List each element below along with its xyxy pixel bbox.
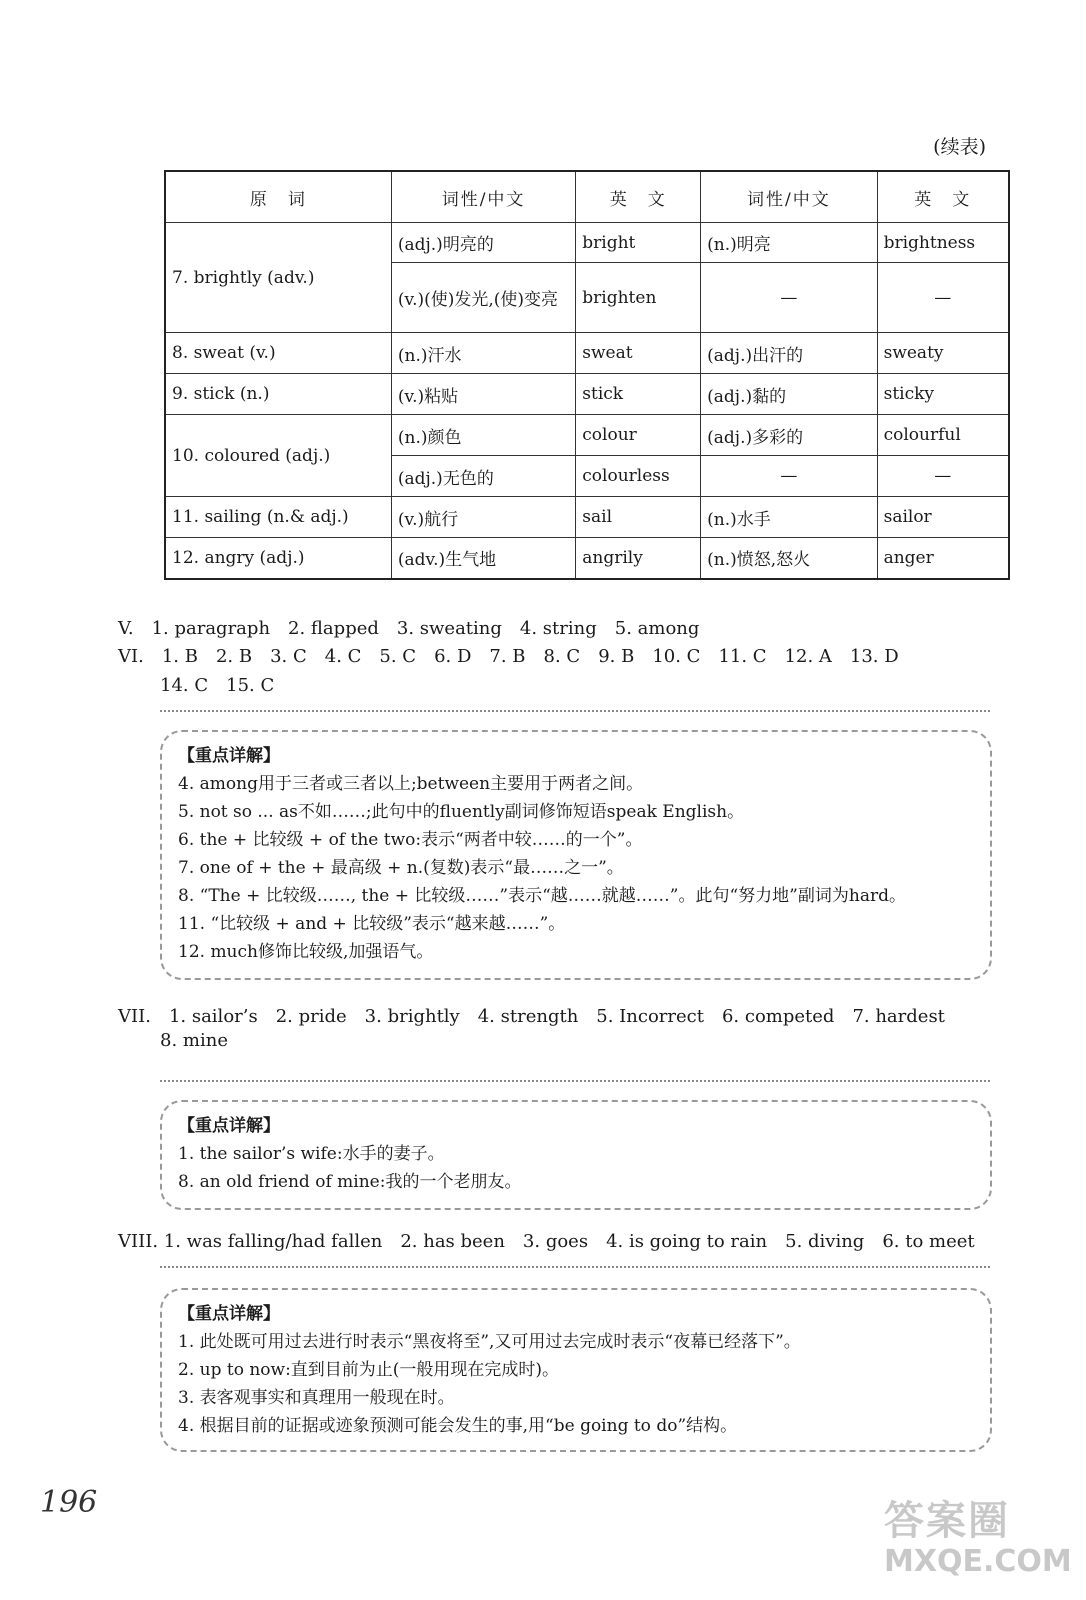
explanation-line: 4. 根据目前的证据或迹象预测可能会发生的事,用“be going to do”结构。: [178, 1416, 738, 1436]
explanation-box-vii: [160, 1100, 992, 1210]
continued-label: (续表): [933, 136, 986, 158]
vocabulary-table: [164, 170, 1010, 580]
pos-chinese-1: (adv.)生气地: [391, 538, 575, 579]
table-header-row: [165, 171, 1009, 223]
english-2: colourful: [877, 415, 1009, 456]
explanation-line: 3. 表客观事实和真理用一般现在时。: [178, 1388, 455, 1408]
divider: [160, 1266, 990, 1268]
explanation-line: 2. up to now:直到目前为止(一般用现在完成时)。: [178, 1360, 560, 1380]
english-2: anger: [877, 538, 1009, 579]
pos-chinese-2: (adj.)出汗的: [701, 333, 877, 374]
table-row: [165, 538, 1009, 579]
original-word: 8. sweat (v.): [165, 333, 391, 374]
english-1: bright: [576, 223, 701, 263]
pos-chinese-1: (v.)(使)发光,(使)变亮: [391, 263, 575, 333]
header-pos-chinese-2: 词性/中文: [701, 171, 877, 223]
pos-chinese-1: (n.)颜色: [391, 415, 575, 456]
divider: [160, 710, 990, 712]
explanation-line: 8. “The + 比较级……, the + 比较级……”表示“越……就越……”。此句“努力地”副词为hard。: [178, 886, 906, 906]
section-vii-answers: VII. 1. sailor’s 2. pride 3. brightly 4. strength 5. Incorrect 6. competed 7. hardest: [118, 1006, 945, 1027]
header-original-word: 原 词: [165, 171, 391, 223]
english-2: sweaty: [877, 333, 1009, 374]
pos-chinese-2: —: [701, 263, 877, 333]
explanation-header: 【重点详解】: [178, 1116, 280, 1136]
english-1: angrily: [576, 538, 701, 579]
original-word: 12. angry (adj.): [165, 538, 391, 579]
section-vi-answers: VI. 1. B 2. B 3. C 4. C 5. C 6. D 7. B 8. C 9. B 10. C 11. C 12. A 13. D: [118, 646, 899, 667]
pos-chinese-1: (v.)粘贴: [391, 374, 575, 415]
pos-chinese-2: —: [701, 456, 877, 497]
explanation-line: 1. 此处既可用过去进行时表示“黑夜将至”,又可用过去完成时表示“夜幕已经落下”。: [178, 1332, 801, 1352]
header-english-1: 英 文: [576, 171, 701, 223]
table-row: [165, 415, 1009, 456]
table-row: [165, 333, 1009, 374]
english-1: colour: [576, 415, 701, 456]
explanation-line: 7. one of + the + 最高级 + n.(复数)表示“最……之一”。: [178, 858, 624, 878]
explanation-line: 6. the + 比较级 + of the two:表示“两者中较……的一个”。: [178, 830, 643, 850]
watermark-logo: [884, 1498, 1074, 1594]
english-2: brightness: [877, 223, 1009, 263]
explanation-header: 【重点详解】: [178, 1304, 280, 1324]
english-1: colourless: [576, 456, 701, 497]
header-english-2: 英 文: [877, 171, 1009, 223]
table-row: [165, 223, 1009, 263]
original-word: 7. brightly (adv.): [165, 223, 391, 333]
pos-chinese-2: (n.)愤怒,怒火: [701, 538, 877, 579]
english-1: stick: [576, 374, 701, 415]
english-1: sweat: [576, 333, 701, 374]
pos-chinese-1: (v.)航行: [391, 497, 575, 538]
original-word: 10. coloured (adj.): [165, 415, 391, 497]
pos-chinese-1: (n.)汗水: [391, 333, 575, 374]
english-2: sticky: [877, 374, 1009, 415]
pos-chinese-1: (adj.)明亮的: [391, 223, 575, 263]
explanation-line: 11. “比较级 + and + 比较级”表示“越来越……”。: [178, 914, 566, 934]
watermark-bottom: MXQE.COM: [884, 1544, 1072, 1579]
pos-chinese-2: (adj.)黏的: [701, 374, 877, 415]
header-pos-chinese-1: 词性/中文: [391, 171, 575, 223]
explanation-line: 1. the sailor’s wife:水手的妻子。: [178, 1144, 445, 1164]
explanation-line: 5. not so ... as不如……;此句中的fluently副词修饰短语speak English。: [178, 802, 745, 822]
table-row: [165, 374, 1009, 415]
section-v-answers: V. 1. paragraph 2. flapped 3. sweating 4. string 5. among: [118, 618, 700, 639]
original-word: 11. sailing (n.& adj.): [165, 497, 391, 538]
explanation-line: 4. among用于三者或三者以上;between主要用于两者之间。: [178, 774, 644, 794]
pos-chinese-2: (n.)水手: [701, 497, 877, 538]
pos-chinese-2: (n.)明亮: [701, 223, 877, 263]
explanation-header: 【重点详解】: [178, 746, 280, 766]
watermark-top: 答案圈: [884, 1498, 1010, 1544]
english-1: brighten: [576, 263, 701, 333]
english-1: sail: [576, 497, 701, 538]
english-2: —: [877, 456, 1009, 497]
pos-chinese-2: (adj.)多彩的: [701, 415, 877, 456]
english-2: —: [877, 263, 1009, 333]
explanation-box-vi: [160, 730, 992, 980]
section-vii-answers-cont: 8. mine: [160, 1030, 228, 1051]
section-viii-answers: VIII. 1. was falling/had fallen 2. has been 3. goes 4. is going to rain 5. diving 6. to meet: [118, 1231, 975, 1252]
explanation-box-viii: [160, 1288, 992, 1452]
original-word: 9. stick (n.): [165, 374, 391, 415]
pos-chinese-1: (adj.)无色的: [391, 456, 575, 497]
explanation-line: 12. much修饰比较级,加强语气。: [178, 942, 434, 962]
table-row: [165, 497, 1009, 538]
section-vi-answers-cont: 14. C 15. C: [160, 675, 275, 696]
divider: [160, 1080, 990, 1082]
english-2: sailor: [877, 497, 1009, 538]
explanation-line: 8. an old friend of mine:我的一个老朋友。: [178, 1172, 522, 1192]
page-number: 196: [40, 1485, 98, 1520]
